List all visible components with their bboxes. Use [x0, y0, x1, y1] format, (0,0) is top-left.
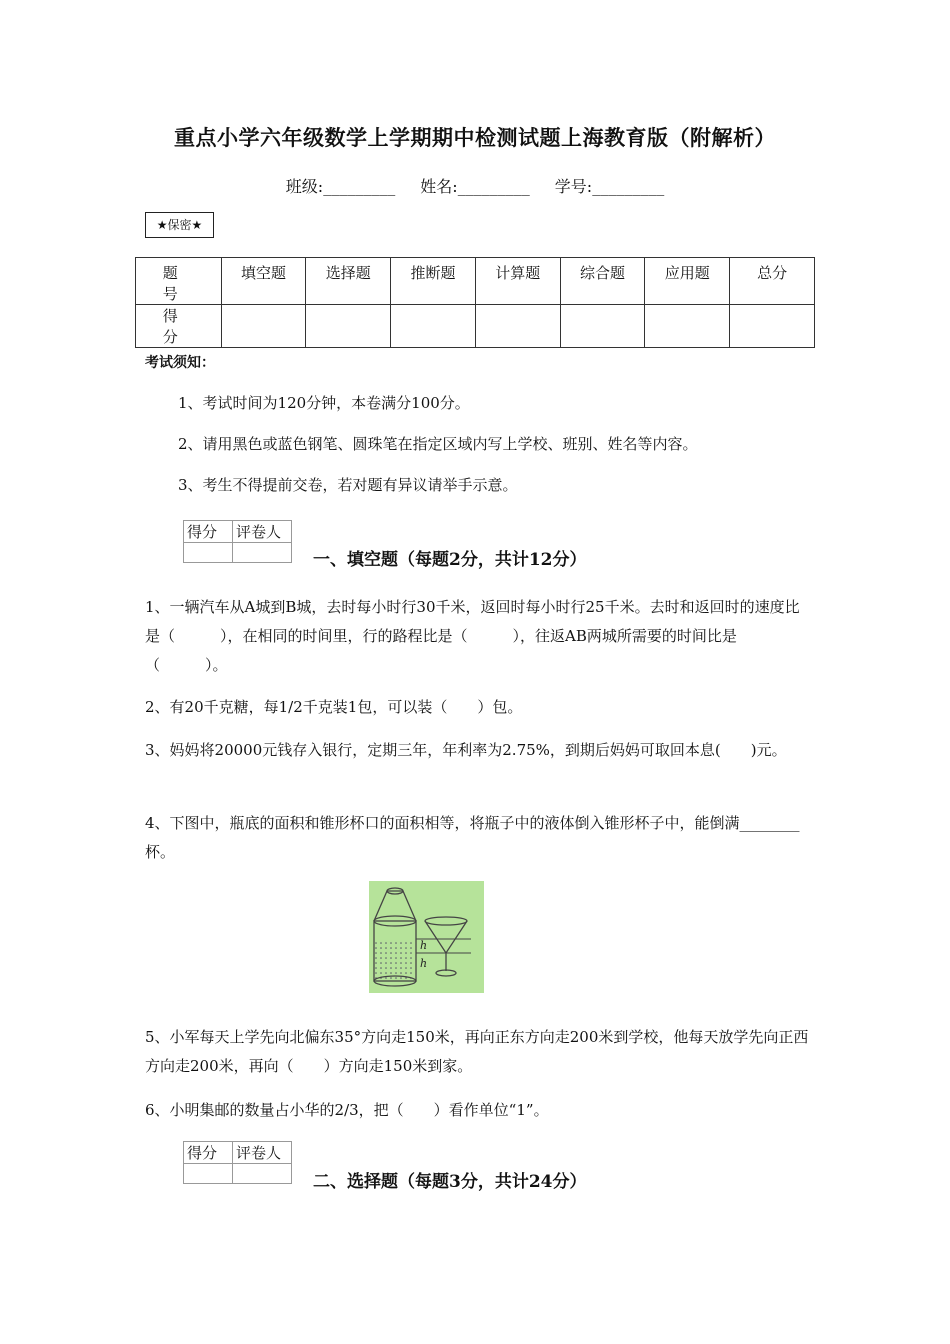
score-table-col: 选择题 [306, 258, 391, 305]
question-1: 1、一辆汽车从A城到B城，去时每小时行30千米，返回时每小时行25千米。去时和返回时的速度比是（ ），在相同的时间里，行的路程比是（ ），往返AB两城所需要的时间比是（ ）。 [145, 598, 800, 674]
score-table-col: 计算题 [475, 258, 560, 305]
student-id-field: 学号:_________ [554, 177, 665, 196]
score-cell[interactable] [560, 305, 645, 348]
grader-score-cell[interactable] [184, 543, 233, 563]
question-4: 4、下图中，瓶底的面积和锥形杯口的面积相等，将瓶子中的液体倒入锥形杯子中，能倒满________杯。 [145, 814, 800, 861]
score-table-col: 推断题 [391, 258, 476, 305]
document-title: 重点小学六年级数学上学期期中检测试题上海教育版（附解析） [174, 125, 776, 150]
section-title: 一、填空题（每题2分，共计12分） [313, 550, 587, 570]
score-cell[interactable] [306, 305, 391, 348]
score-table-score-row [136, 305, 815, 348]
score-cell[interactable] [475, 305, 560, 348]
grader-reviewer-cell[interactable] [233, 1164, 292, 1184]
name-field: 姓名:_________ [420, 177, 530, 196]
notice-item: 3、考生不得提前交卷，若对题有异议请举手示意。 [178, 476, 518, 494]
grader-reviewer-label: 评卷人 [233, 1142, 292, 1164]
grader-score-cell[interactable] [184, 1164, 233, 1184]
notice-item: 2、请用黑色或蓝色钢笔、圆珠笔在指定区域内写上学校、班别、姓名等内容。 [178, 435, 698, 453]
grader-box [183, 1141, 292, 1184]
bottle-cone-illustration [369, 881, 484, 993]
bottle-and-cone-figure [369, 881, 484, 993]
score-table-header-label: 题 号 [136, 258, 222, 305]
score-table [135, 257, 815, 348]
score-table-header-row [136, 258, 815, 305]
notice-item: 1、考试时间为120分钟，本卷满分100分。 [178, 394, 470, 412]
question-5: 5、小军每天上学先向北偏东35°方向走150米，再向正东方向走200米到学校，他每天放学先向正西方向走200米，再向（ ）方向走150米到家。 [145, 1028, 809, 1075]
height-label-top: h [420, 939, 428, 952]
student-info-line [0, 174, 950, 197]
section-title: 二、选择题（每题3分，共计24分） [313, 1172, 587, 1192]
height-label-bottom: h [420, 957, 428, 970]
score-cell[interactable] [730, 305, 815, 348]
grader-reviewer-cell[interactable] [233, 543, 292, 563]
grader-score-label: 得分 [184, 1142, 233, 1164]
score-table-col: 应用题 [645, 258, 730, 305]
score-cell[interactable] [221, 305, 306, 348]
score-table-row-label: 得 分 [136, 305, 222, 348]
score-cell[interactable] [391, 305, 476, 348]
score-cell[interactable] [645, 305, 730, 348]
score-table-col: 总分 [730, 258, 815, 305]
question-3: 3、妈妈将20000元钱存入银行，定期三年，年利率为2.75%，到期后妈妈可取回本息( )元。 [145, 741, 787, 759]
score-table-col: 综合题 [560, 258, 645, 305]
question-2: 2、有20千克糖，每1/2千克装1包，可以装（ ）包。 [145, 698, 523, 716]
confidential-badge: ★保密★ [145, 212, 214, 238]
notice-title: 考试须知： [145, 355, 215, 371]
grader-reviewer-label: 评卷人 [233, 521, 292, 543]
grader-box [183, 520, 292, 563]
grader-score-label: 得分 [184, 521, 233, 543]
question-6: 6、小明集邮的数量占小华的2/3，把（ ）看作单位“1”。 [145, 1101, 549, 1119]
class-field: 班级:_________ [285, 177, 396, 196]
score-table-col: 填空题 [221, 258, 306, 305]
